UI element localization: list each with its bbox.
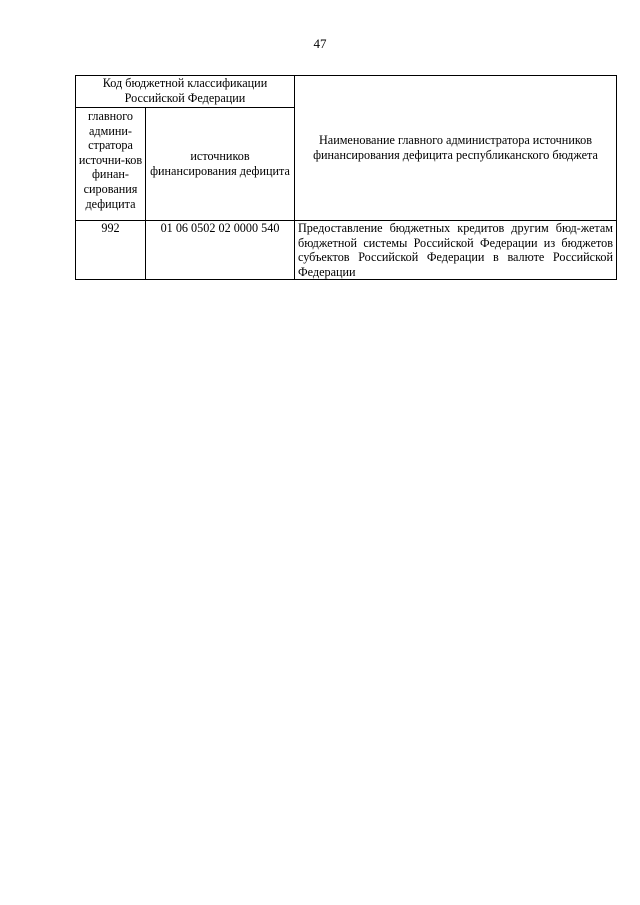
page-number: 47: [313, 36, 327, 51]
row-admin-code: 992: [76, 221, 146, 280]
row-name: Предоставление бюджетных кредитов другим бюд-жетам бюджетной системы Российской Федерации из бюджетов субъектов Российской Федерации в валюте Российской Федерации: [295, 221, 617, 280]
header-administrator-name: Наименование главного администратора источников финансирования дефицита республиканского бюджета: [295, 76, 617, 221]
header-source-code: источников финансирования дефицита: [146, 108, 295, 221]
header-classification-code: Код бюджетной классификации Российской Федерации: [76, 76, 295, 108]
header-admin-code: главного админи-стратора источни-ков финан-сирования дефицита: [76, 108, 146, 221]
budget-classification-table: [75, 75, 617, 280]
table-header-row-1: [76, 76, 617, 108]
table-row: [76, 221, 617, 280]
row-source-code: 01 06 0502 02 0000 540: [146, 221, 295, 280]
